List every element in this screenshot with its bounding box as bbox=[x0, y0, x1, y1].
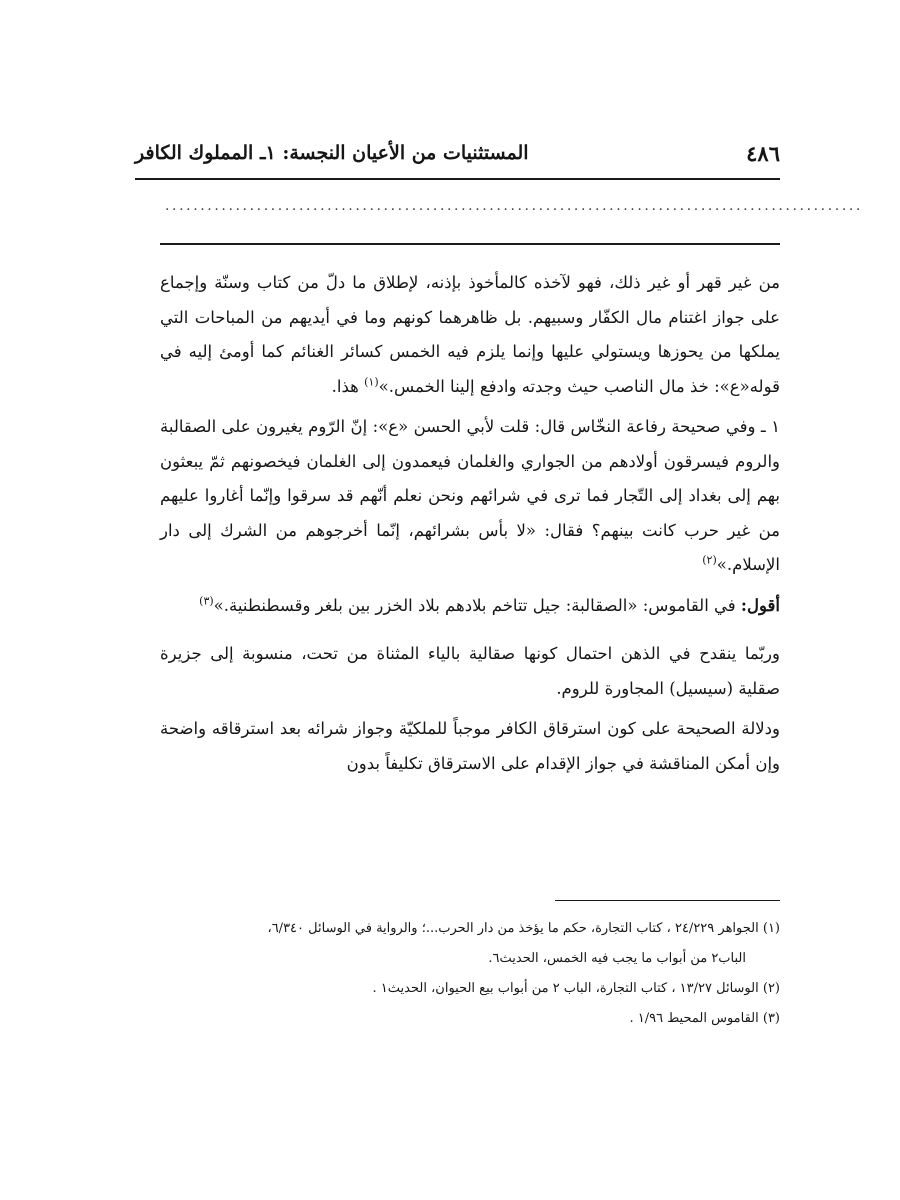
footnote-ref-1: (١) bbox=[364, 375, 379, 388]
paragraph-3-lead: أقول: bbox=[740, 595, 780, 615]
page-header bbox=[135, 133, 780, 173]
footnote-rule bbox=[555, 900, 780, 901]
paragraph-5 bbox=[160, 712, 780, 781]
paragraph-4-text: وربّما ينقدح في الذهن احتمال كونها صقالية بالياء المثناة من تحت، منسوبة إلى جزيرة صقلية (سيسيل) المجاورة للروم. bbox=[160, 644, 780, 698]
footnote-2: (٢) الوسائل ١٣/٢٧ ، كتاب التجارة، الباب ٢ من أبواب بيع الحيوان، الحديث١ . bbox=[372, 981, 780, 996]
footnote-1: (١) الجواهر ٢٤/٢٢٩ ، كتاب التجارة، حكم ما يؤخذ من دار الحرب...؛ والرواية في الوسائل ٦/٣٤٠، bbox=[267, 921, 780, 936]
paragraph-3 bbox=[160, 589, 780, 624]
paragraph-4 bbox=[160, 637, 780, 706]
running-title: المستثنيات من الأعيان النجسة: ١ـ المملوك الكافر bbox=[135, 142, 529, 164]
main-text bbox=[160, 266, 780, 781]
paragraph-5-text: ودلالة الصحيحة على كون استرقاق الكافر موجباً للملكيّة وجواز شرائه بعد استرقاقه واضحة وإن أمكن المناقشة في جواز الإقدام على الاسترقاق تكليفاً بدون bbox=[160, 719, 780, 773]
paragraph-1-text: من غير قهر أو غير ذلك، فهو لآخذه كالمأخوذ بإذنه، لإطلاق ما دلّ من كتاب وسنّة وإجماع على جواز اغتنام مال الكفّار وسبيهم. بل ظاهرهما كونهم وما في أيديهم من المباحات التي يملكها من يحوزها ويستولي عليها وإنما يلزم فيه الخمس كسائر الغنائم كما أومئ إليه في قوله«ع»: خذ مال الناصب حيث وجدته وادفع إلينا الخمس.» bbox=[160, 273, 780, 396]
paragraph-1 bbox=[160, 266, 780, 404]
header-rule bbox=[135, 178, 780, 180]
paragraph-1-tail: هذا. bbox=[331, 376, 365, 396]
dotted-separator: ................................................................................................... bbox=[165, 198, 863, 214]
paragraph-2 bbox=[160, 410, 780, 583]
paragraph-2-text: ١ ـ وفي صحيحة رفاعة النخّاس قال: قلت لأبي الحسن «ع»: إنّ الرّوم يغيرون على الصقالبة والروم فيسرقون أولادهم من الجواري والغلمان فيعمدون إلى الغلمان فيخصونهم ثمّ يبعثون بهم إلى بغداد إلى التّجار فما ترى في شرائهم ونحن نعلم أنّهم قد سرقوا وإنّما أغاروا عليهم من غير حرب كانت بينهم؟ فقال: «لا بأس بشرائهم، إنّما أخرجوهم من الشرك إلى دار الإسلام.» bbox=[160, 417, 780, 574]
paragraph-3-text: في القاموس: «الصقالبة: جيل تتاخم بلادهم بلاد الخزر بين بلغر وقسطنطنية.» bbox=[213, 595, 741, 615]
section-rule bbox=[160, 243, 780, 245]
footnotes bbox=[160, 914, 780, 1034]
page-number: ٤٨٦ bbox=[746, 140, 780, 166]
footnote-ref-3: (٣) bbox=[199, 594, 214, 607]
footnote-ref-2: (٢) bbox=[702, 553, 717, 567]
footnote-1-continued: الباب٢ من أبواب ما يجب فيه الخمس، الحديث٦. bbox=[488, 951, 746, 966]
footnote-3: (٣) القاموس المحيط ١/٩٦ . bbox=[629, 1011, 780, 1026]
